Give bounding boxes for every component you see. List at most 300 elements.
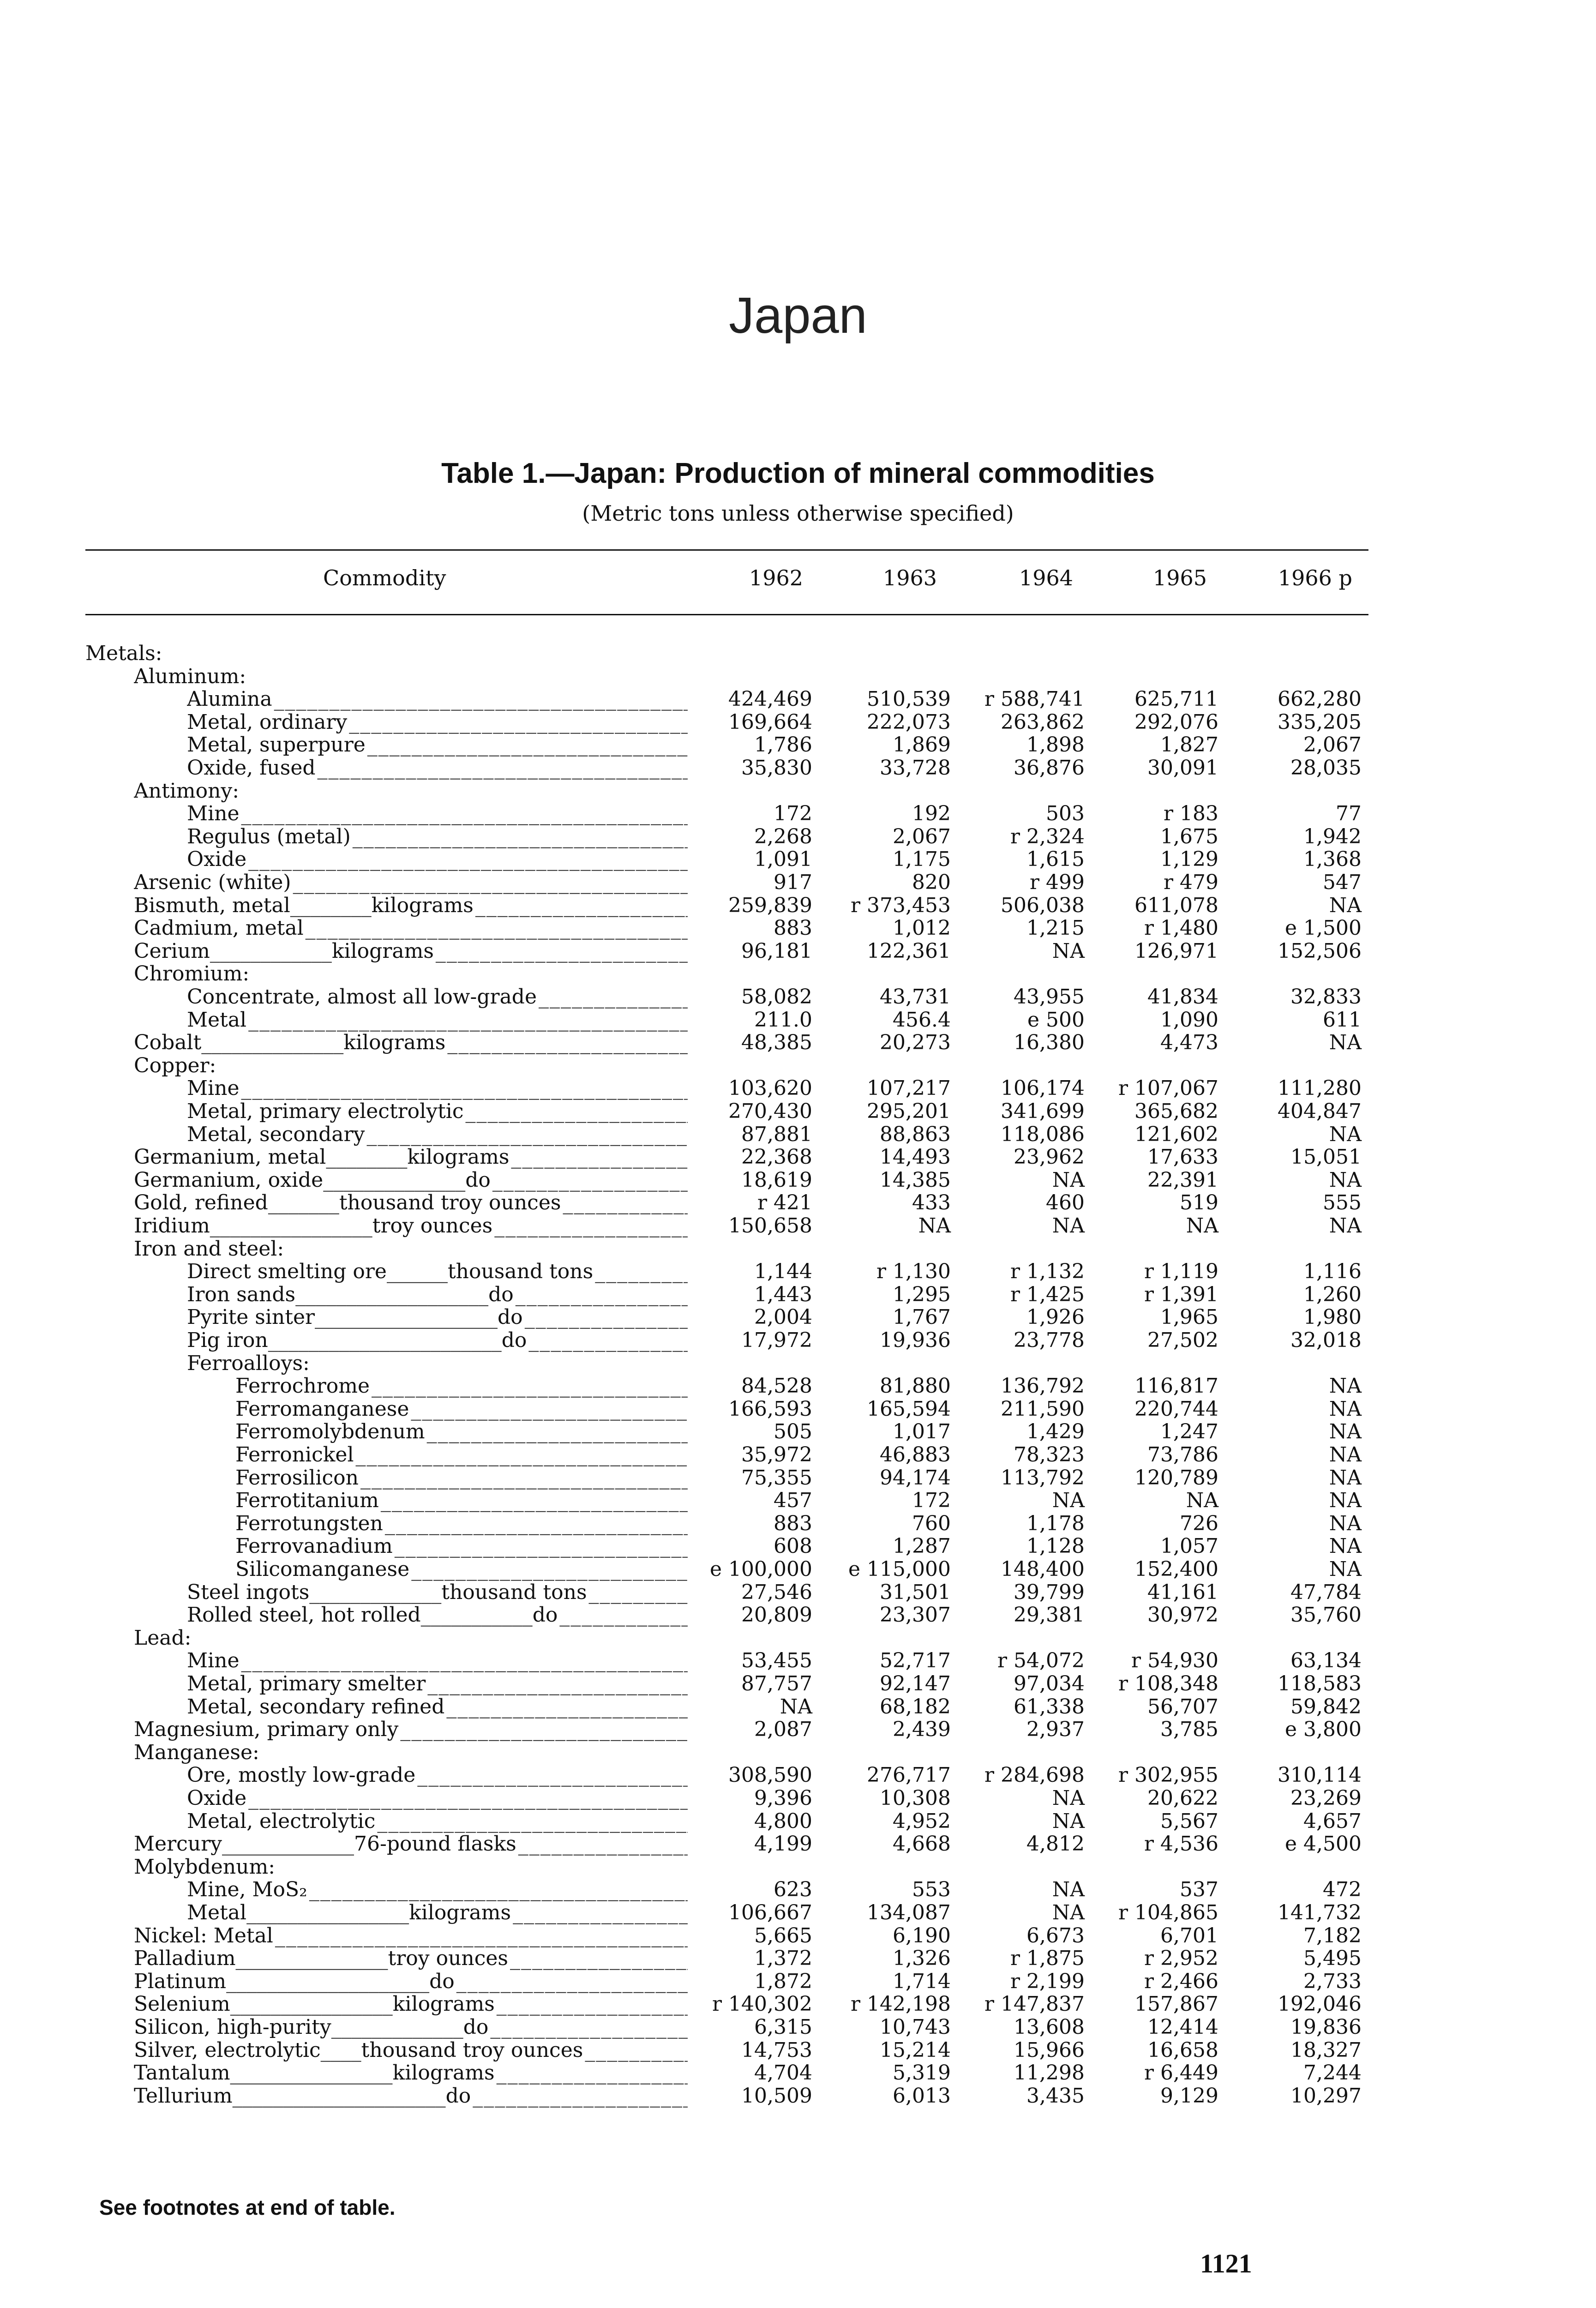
cell-1964: 118,086 — [1001, 1122, 1085, 1146]
cell-1964: 39,799 — [1014, 1580, 1085, 1604]
row-label: Direct smelting ore______thousand tons _ _ _ — [187, 1260, 688, 1283]
cell-1963: 15,214 — [880, 2038, 951, 2062]
cell-1966-p: 472 — [1323, 1878, 1362, 1902]
row-label: Ferrochrome _ _ _ — [235, 1374, 688, 1398]
row-label: Oxide, fused _ _ _ — [187, 756, 688, 780]
row-label: Chromium: — [134, 962, 250, 986]
cell-1966-p: 111,280 — [1278, 1076, 1362, 1100]
cell-1966-p: 118,583 — [1278, 1672, 1362, 1695]
cell-1963: 5,319 — [893, 2061, 951, 2085]
cell-1962: 4,199 — [754, 1832, 812, 1856]
row-label: Metal, superpure _ _ _ — [187, 733, 688, 757]
cell-1962: 75,355 — [741, 1466, 812, 1490]
table-subtitle: (Metric tons unless otherwise specified) — [582, 501, 1014, 526]
table-row — [0, 1763, 1596, 1786]
table-row — [0, 1076, 1596, 1100]
cell-1963: 1,175 — [893, 847, 951, 872]
cell-1964: 460 — [1046, 1191, 1085, 1215]
cell-1965: 116,817 — [1134, 1374, 1218, 1398]
cell-1964: 78,323 — [1014, 1443, 1085, 1467]
cell-1966-p: 547 — [1323, 871, 1362, 894]
table-row — [0, 733, 1596, 756]
cell-1965: 30,091 — [1147, 756, 1218, 780]
table-row — [0, 1534, 1596, 1557]
cell-1963: 1,869 — [893, 733, 951, 757]
table-row — [0, 1214, 1596, 1237]
table-group-row — [0, 665, 1596, 688]
table-row — [0, 916, 1596, 939]
cell-1965: 27,502 — [1147, 1328, 1218, 1352]
cell-1965: r 2,952 — [1144, 1947, 1218, 1971]
cell-1963: 1,714 — [893, 1969, 951, 1993]
cell-1964: 503 — [1046, 802, 1085, 826]
cell-1965: 17,633 — [1147, 1145, 1218, 1169]
row-label: Concentrate, almost all low-grade _ _ _ — [187, 985, 688, 1009]
cell-1963: 172 — [912, 1489, 951, 1513]
cell-1963: 192 — [912, 802, 951, 826]
cell-1966-p: NA — [1329, 1443, 1362, 1467]
cell-1962: 623 — [774, 1878, 812, 1902]
row-label: Gold, refined_______thousand troy ounces _ _ _ — [134, 1191, 688, 1214]
cell-1964: r 1,425 — [1010, 1282, 1085, 1306]
cell-1964: 1,178 — [1026, 1511, 1085, 1535]
cell-1966-p: 18,327 — [1290, 2038, 1362, 2062]
cell-1965: 611,078 — [1134, 893, 1218, 917]
table-row — [0, 1649, 1596, 1672]
cell-1965: 12,414 — [1147, 2015, 1218, 2039]
cell-1966-p: NA — [1329, 1374, 1362, 1398]
cell-1965: NA — [1186, 1214, 1218, 1238]
cell-1966-p: 335,205 — [1278, 710, 1362, 734]
table-row — [0, 825, 1596, 848]
cell-1966-p: NA — [1329, 1557, 1362, 1581]
cell-1964: 13,608 — [1014, 2015, 1085, 2039]
cell-1964: NA — [1052, 1901, 1085, 1924]
cell-1964: 148,400 — [1001, 1557, 1085, 1581]
cell-1962: 14,753 — [741, 2038, 812, 2062]
table-group-row — [0, 1741, 1596, 1764]
cell-1963: 10,743 — [880, 2015, 951, 2039]
cell-1963: 2,439 — [893, 1718, 951, 1742]
cell-1963: 820 — [912, 871, 951, 894]
cell-1964: 15,966 — [1014, 2038, 1085, 2062]
cell-1963: 433 — [912, 1191, 951, 1215]
row-label: Iron and steel: — [134, 1237, 284, 1261]
row-label: Metal, ordinary _ _ _ — [187, 710, 688, 734]
row-label: Germanium, oxide______________do _ _ _ — [134, 1168, 688, 1192]
cell-1964: NA — [1052, 1809, 1085, 1833]
table-row — [0, 847, 1596, 871]
cell-1964: 4,812 — [1026, 1832, 1085, 1856]
cell-1965: r 104,865 — [1118, 1901, 1218, 1924]
cell-1962: 58,082 — [741, 985, 812, 1009]
table-group-row — [0, 642, 1596, 665]
cell-1965: 9,129 — [1160, 2084, 1218, 2108]
cell-1966-p: 141,732 — [1278, 1901, 1362, 1924]
cell-1963: r 142,198 — [851, 1992, 951, 2016]
row-label: Nickel: Metal _ _ _ — [134, 1924, 688, 1947]
cell-1965: 73,786 — [1147, 1443, 1218, 1467]
table-row — [0, 1283, 1596, 1306]
table-row — [0, 1374, 1596, 1397]
cell-1964: 23,778 — [1014, 1328, 1085, 1352]
cell-1962: 103,620 — [728, 1076, 812, 1100]
table-row — [0, 1603, 1596, 1626]
table-row — [0, 1123, 1596, 1146]
cell-1964: 1,429 — [1026, 1420, 1085, 1444]
table-row — [0, 1786, 1596, 1809]
row-label: Molybdenum: — [134, 1855, 276, 1879]
cell-1962: 1,144 — [754, 1260, 812, 1284]
cell-1965: 1,965 — [1160, 1305, 1218, 1329]
row-label: Ferrotungsten _ _ _ — [235, 1512, 688, 1535]
cell-1962: 87,881 — [741, 1122, 812, 1146]
cell-1963: 1,326 — [893, 1947, 951, 1971]
table-group-row — [0, 1855, 1596, 1878]
cell-1966-p: 32,018 — [1290, 1328, 1362, 1352]
cell-1963: 14,385 — [880, 1168, 951, 1192]
cell-1962: 1,786 — [754, 733, 812, 757]
row-label: Metal, primary smelter _ _ _ — [187, 1672, 688, 1695]
table-row — [0, 1168, 1596, 1191]
cell-1962: 2,087 — [754, 1718, 812, 1742]
cell-1963: 1,767 — [893, 1305, 951, 1329]
cell-1964: r 147,837 — [984, 1992, 1085, 2016]
table-row — [0, 2084, 1596, 2107]
cell-1963: e 115,000 — [848, 1557, 951, 1581]
cell-1966-p: 555 — [1323, 1191, 1362, 1215]
cell-1964: 1,215 — [1026, 916, 1085, 940]
cell-1965: r 479 — [1163, 871, 1218, 894]
cell-1965: 16,658 — [1147, 2038, 1218, 2062]
row-label: Palladium_______________troy ounces _ _ _ — [134, 1947, 688, 1970]
cell-1965: 292,076 — [1134, 710, 1218, 734]
cell-1966-p: e 4,500 — [1285, 1832, 1362, 1856]
cell-1964: r 588,741 — [984, 687, 1085, 711]
cell-1964: r 499 — [1029, 871, 1085, 894]
cell-1965: 121,602 — [1134, 1122, 1218, 1146]
table-row — [0, 1832, 1596, 1855]
cell-1963: 510,539 — [867, 687, 951, 711]
table-row — [0, 1992, 1596, 2015]
cell-1962: 211.0 — [754, 1008, 812, 1032]
cell-1964: 36,876 — [1014, 756, 1085, 780]
cell-1962: NA — [780, 1695, 812, 1719]
cell-1964: 506,038 — [1001, 893, 1085, 917]
cell-1965: 22,391 — [1147, 1168, 1218, 1192]
cell-1963: r 373,453 — [851, 893, 951, 917]
cell-1962: 84,528 — [741, 1374, 812, 1398]
cell-1965: r 2,466 — [1144, 1969, 1218, 1993]
row-label: Metal________________kilograms _ _ _ — [187, 1901, 688, 1924]
cell-1963: 81,880 — [880, 1374, 951, 1398]
cell-1965: 1,057 — [1160, 1534, 1218, 1558]
table-row — [0, 1420, 1596, 1443]
cell-1963: 276,717 — [867, 1763, 951, 1787]
row-label: Pig iron_______________________do _ _ _ — [187, 1328, 688, 1352]
cell-1965: r 183 — [1163, 802, 1218, 826]
cell-1962: 150,658 — [728, 1214, 812, 1238]
cell-1962: 87,757 — [741, 1672, 812, 1695]
cell-1962: e 100,000 — [710, 1557, 812, 1581]
cell-1966-p: 404,847 — [1278, 1100, 1362, 1123]
cell-1962: 35,830 — [741, 756, 812, 780]
cell-1962: 18,619 — [741, 1168, 812, 1192]
row-label: Metal, primary electrolytic _ _ _ — [187, 1100, 688, 1123]
cell-1964: e 500 — [1027, 1008, 1085, 1032]
cell-1962: 2,268 — [754, 824, 812, 848]
cell-1965: r 1,119 — [1144, 1260, 1218, 1284]
cell-1964: 23,962 — [1014, 1145, 1085, 1169]
cell-1964: 97,034 — [1014, 1672, 1085, 1695]
table-group-row — [0, 1237, 1596, 1260]
cell-1963: 553 — [912, 1878, 951, 1902]
cell-1964: 61,338 — [1014, 1695, 1085, 1719]
cell-1966-p: 23,269 — [1290, 1786, 1362, 1810]
table-row — [0, 1305, 1596, 1328]
cell-1963: 23,307 — [880, 1603, 951, 1627]
cell-1963: 1,287 — [893, 1534, 951, 1558]
table-row — [0, 1489, 1596, 1512]
cell-1964: 6,673 — [1026, 1923, 1085, 1947]
cell-1965: r 108,348 — [1118, 1672, 1218, 1695]
cell-1965: 1,090 — [1160, 1008, 1218, 1032]
cell-1965: r 107,067 — [1118, 1076, 1218, 1100]
cell-1963: 14,493 — [880, 1145, 951, 1169]
cell-1964: 1,898 — [1026, 733, 1085, 757]
cell-1966-p: 1,368 — [1303, 847, 1362, 872]
column-header-commodity: Commodity — [323, 565, 446, 590]
cell-1962: r 140,302 — [712, 1992, 812, 2016]
cell-1962: 17,972 — [741, 1328, 812, 1352]
row-label: Iron sands___________________do _ _ _ — [187, 1283, 688, 1306]
table-row — [0, 1328, 1596, 1352]
cell-1965: 56,707 — [1147, 1695, 1218, 1719]
table-row — [0, 1581, 1596, 1604]
cell-1965: r 4,536 — [1144, 1832, 1218, 1856]
row-label: Copper: — [134, 1053, 216, 1077]
row-label: Tantalum________________kilograms _ _ _ — [134, 2061, 688, 2085]
row-label: Germanium, metal________kilograms _ _ _ — [134, 1145, 688, 1169]
cell-1962: 424,469 — [728, 687, 812, 711]
table-row — [0, 802, 1596, 825]
cell-1964: r 54,072 — [997, 1649, 1085, 1673]
cell-1963: 10,308 — [880, 1786, 951, 1810]
cell-1962: r 421 — [757, 1191, 812, 1215]
table-row — [0, 1397, 1596, 1420]
cell-1964: NA — [1052, 1214, 1085, 1238]
cell-1963: 760 — [912, 1511, 951, 1535]
row-label: Aluminum: — [134, 664, 246, 688]
cell-1966-p: NA — [1329, 1168, 1362, 1192]
cell-1962: 608 — [774, 1534, 812, 1558]
table-row — [0, 1695, 1596, 1718]
table-row — [0, 1924, 1596, 1947]
cell-1966-p: 5,495 — [1303, 1947, 1362, 1971]
cell-1965: 1,827 — [1160, 733, 1218, 757]
cell-1964: 43,955 — [1014, 985, 1085, 1009]
table-row — [0, 985, 1596, 1008]
table-row — [0, 1947, 1596, 1970]
table-group-row — [0, 1054, 1596, 1077]
row-label: Ferroalloys: — [187, 1351, 310, 1375]
cell-1966-p: NA — [1329, 1214, 1362, 1238]
row-label: Manganese: — [134, 1740, 259, 1764]
cell-1965: 41,834 — [1147, 985, 1218, 1009]
cell-1964: NA — [1052, 1786, 1085, 1810]
cell-1962: 308,590 — [728, 1763, 812, 1787]
row-label: Alumina _ _ _ — [187, 687, 688, 711]
cell-1965: 41,161 — [1147, 1580, 1218, 1604]
row-label: Tellurium_____________________do _ _ _ — [134, 2084, 688, 2108]
cell-1964: 16,380 — [1014, 1031, 1085, 1055]
cell-1963: 1,012 — [893, 916, 951, 940]
cell-1963: 33,728 — [880, 756, 951, 780]
cell-1962: 505 — [774, 1420, 812, 1444]
cell-1966-p: NA — [1329, 1031, 1362, 1055]
column-header-1966: 1966 p — [1278, 565, 1352, 590]
cell-1966-p: 662,280 — [1278, 687, 1362, 711]
table-title: Table 1.—Japan: Production of mineral commodities — [441, 457, 1155, 489]
cell-1966-p: 28,035 — [1290, 756, 1362, 780]
table-row — [0, 1809, 1596, 1833]
cell-1963: r 1,130 — [876, 1260, 951, 1284]
cell-1962: 917 — [774, 871, 812, 894]
cell-1965: 365,682 — [1134, 1100, 1218, 1123]
cell-1964: NA — [1052, 1489, 1085, 1513]
table-row — [0, 1100, 1596, 1123]
cell-1965: 1,675 — [1160, 824, 1218, 848]
cell-1965: 30,972 — [1147, 1603, 1218, 1627]
cell-1964: 113,792 — [1001, 1466, 1085, 1490]
table-row — [0, 2061, 1596, 2084]
cell-1962: 457 — [774, 1489, 812, 1513]
row-label: Cadmium, metal _ _ _ — [134, 916, 688, 940]
table-row — [0, 1901, 1596, 1924]
cell-1963: 295,201 — [867, 1100, 951, 1123]
row-label: Metal, secondary refined _ _ _ — [187, 1695, 688, 1719]
row-label: Silver, electrolytic____thousand troy ounces _ _ _ — [134, 2038, 688, 2062]
row-label: Ferrotitanium _ _ _ — [235, 1489, 688, 1512]
cell-1962: 20,809 — [741, 1603, 812, 1627]
cell-1965: 120,789 — [1134, 1466, 1218, 1490]
cell-1963: 222,073 — [867, 710, 951, 734]
row-label: Metal, secondary _ _ _ — [187, 1123, 688, 1146]
cell-1965: 1,129 — [1160, 847, 1218, 872]
cell-1966-p: NA — [1329, 1534, 1362, 1558]
table-row — [0, 1878, 1596, 1901]
row-label: Selenium________________kilograms _ _ _ — [134, 1992, 688, 2016]
table-row — [0, 1970, 1596, 1993]
cell-1962: 1,872 — [754, 1969, 812, 1993]
cell-1963: 165,594 — [867, 1397, 951, 1421]
cell-1964: r 1,132 — [1010, 1260, 1085, 1284]
cell-1963: NA — [918, 1214, 951, 1238]
table-row — [0, 687, 1596, 710]
cell-1962: 1,372 — [754, 1947, 812, 1971]
row-label: Iridium________________troy ounces _ _ _ — [134, 1214, 688, 1238]
table-row — [0, 1672, 1596, 1695]
cell-1962: 96,181 — [741, 939, 812, 963]
cell-1964: r 2,324 — [1010, 824, 1085, 848]
row-label: Rolled steel, hot rolled___________do _ _ _ — [187, 1603, 688, 1627]
cell-1966-p: 32,833 — [1290, 985, 1362, 1009]
cell-1962: 6,315 — [754, 2015, 812, 2039]
row-label: Mercury_____________76-pound flasks _ _ _ — [134, 1832, 688, 1856]
row-label: Metal, electrolytic _ _ _ — [187, 1809, 688, 1833]
cell-1965: 519 — [1180, 1191, 1218, 1215]
cell-1964: r 284,698 — [984, 1763, 1085, 1787]
cell-1964: 341,699 — [1001, 1100, 1085, 1123]
cell-1966-p: e 1,500 — [1285, 916, 1362, 940]
cell-1962: 22,368 — [741, 1145, 812, 1169]
cell-1965: 726 — [1180, 1511, 1218, 1535]
cell-1962: 5,665 — [754, 1923, 812, 1947]
cell-1966-p: 1,942 — [1303, 824, 1362, 848]
cell-1965: r 302,955 — [1118, 1763, 1218, 1787]
table-header-rule — [85, 614, 1368, 615]
cell-1962: 883 — [774, 916, 812, 940]
table-row — [0, 1718, 1596, 1741]
cell-1966-p: 63,134 — [1290, 1649, 1362, 1673]
row-label: Silicon, high-purity_____________do _ _ _ — [134, 2015, 688, 2039]
cell-1964: 11,298 — [1014, 2061, 1085, 2085]
cell-1964: 106,174 — [1001, 1076, 1085, 1100]
cell-1963: 6,190 — [893, 1923, 951, 1947]
cell-1965: 5,567 — [1160, 1809, 1218, 1833]
cell-1963: 92,147 — [880, 1672, 951, 1695]
cell-1965: 625,711 — [1134, 687, 1218, 711]
row-label: Mine _ _ _ — [187, 1649, 688, 1672]
cell-1964: 29,381 — [1014, 1603, 1085, 1627]
cell-1963: 20,273 — [880, 1031, 951, 1055]
table-row — [0, 2038, 1596, 2062]
cell-1962: 169,664 — [728, 710, 812, 734]
row-label: Metals: — [85, 642, 162, 665]
cell-1962: 172 — [774, 802, 812, 826]
cell-1963: 4,668 — [893, 1832, 951, 1856]
cell-1963: 2,067 — [893, 824, 951, 848]
cell-1963: 6,013 — [893, 2084, 951, 2108]
table-row — [0, 1443, 1596, 1466]
cell-1965: 152,400 — [1134, 1557, 1218, 1581]
cell-1965: 3,785 — [1160, 1718, 1218, 1742]
cell-1966-p: 1,116 — [1303, 1260, 1362, 1284]
cell-1966-p: 2,733 — [1303, 1969, 1362, 1993]
row-label: Ferrovanadium _ _ _ — [235, 1534, 688, 1558]
cell-1964: 211,590 — [1001, 1397, 1085, 1421]
row-label: Metal _ _ _ — [187, 1008, 688, 1032]
table-row — [0, 871, 1596, 894]
cell-1962: 4,800 — [754, 1809, 812, 1833]
cell-1964: r 2,199 — [1010, 1969, 1085, 1993]
cell-1966-p: 7,182 — [1303, 1923, 1362, 1947]
cell-1962: 4,704 — [754, 2061, 812, 2085]
cell-1963: 52,717 — [880, 1649, 951, 1673]
row-label: Ferrosilicon _ _ _ — [235, 1466, 688, 1490]
cell-1966-p: 1,260 — [1303, 1282, 1362, 1306]
cell-1962: 106,667 — [728, 1901, 812, 1924]
cell-1966-p: NA — [1329, 1420, 1362, 1444]
cell-1963: 107,217 — [867, 1076, 951, 1100]
row-label: Platinum____________________do _ _ _ — [134, 1970, 688, 1993]
cell-1963: 456.4 — [893, 1008, 951, 1032]
table-row — [0, 894, 1596, 917]
cell-1962: 9,396 — [754, 1786, 812, 1810]
cell-1963: 134,087 — [867, 1901, 951, 1924]
column-header-1965: 1965 — [1152, 565, 1207, 590]
row-label: Ferromanganese _ _ _ — [235, 1397, 688, 1421]
